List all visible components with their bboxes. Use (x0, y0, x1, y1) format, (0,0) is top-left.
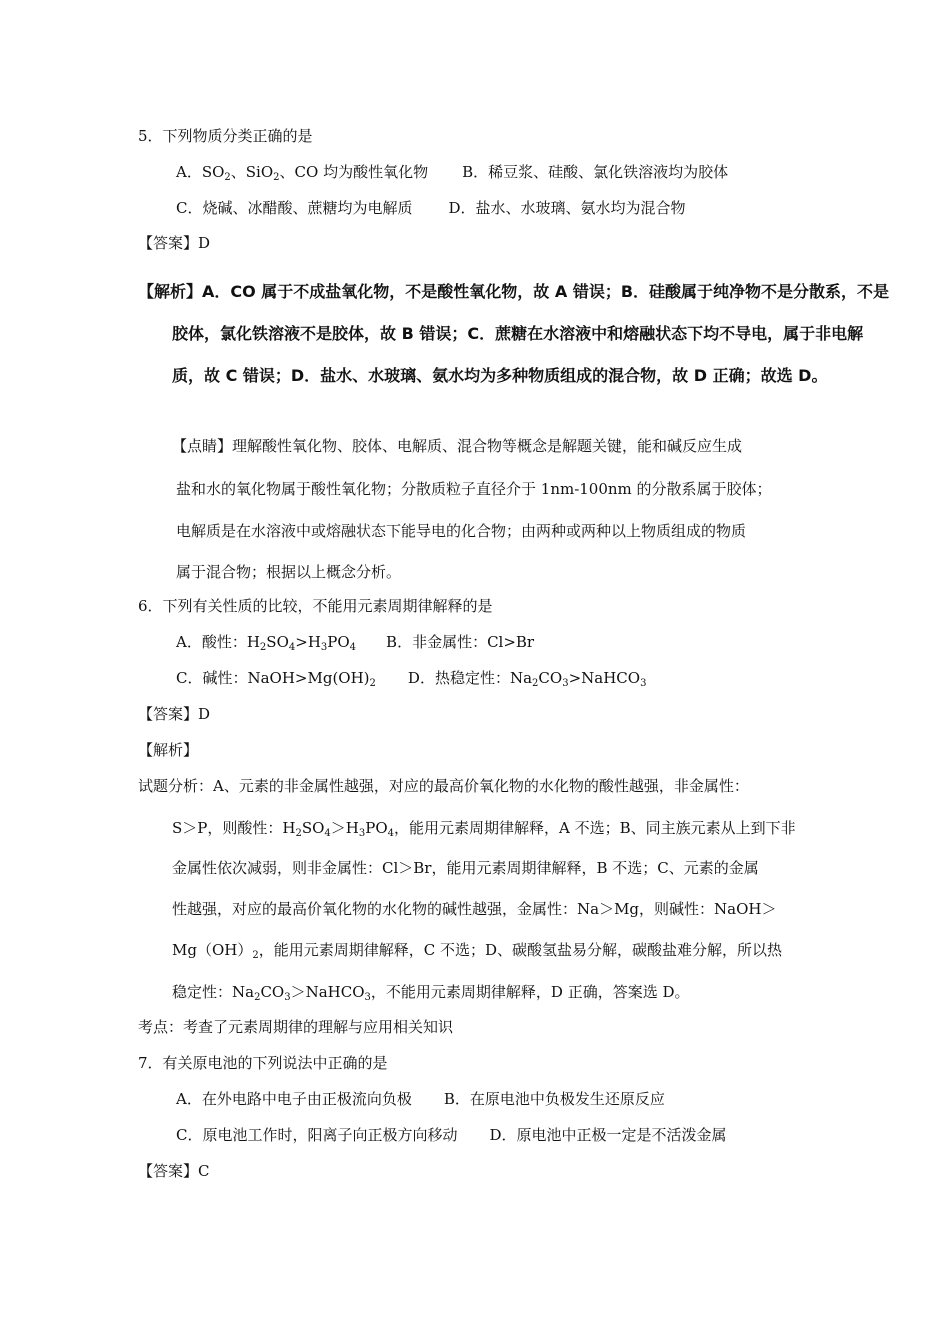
q5-tip-line-4: 属于混合物；根据以上概念分析。 (176, 563, 402, 581)
q5-stem: 5．下列物质分类正确的是 (138, 127, 313, 145)
q5-tip-line-3: 电解质是在水溶液中或熔融状态下能导电的化合物；由两种或两种以上物质组成的物质 (176, 522, 747, 540)
q6-analysis-line-3: 金属性依次减弱，则非金属性：Cl＞Br，能用元素周期律解释，B 不选；C、元素的金属 (172, 859, 759, 877)
q7-option-b: B．在原电池中负极发生还原反应 (443, 1090, 665, 1108)
q6-answer: 【答案】D (138, 705, 211, 723)
q5-analysis-line-1: 【解析】A．CO 属于不成盐氧化物，不是酸性氧化物，故 A 错误；B．硅酸属于纯净物不是分散系，不是 (138, 282, 890, 301)
q6-option-c: C．碱性：$NaOH>Mg(OH)_2$ (176, 669, 376, 689)
q6-kaodian: 考点：考查了元素周期律的理解与应用相关知识 (138, 1018, 454, 1036)
q5-option-b: B．稀豆浆、硅酸、氯化铁溶液均为胶体 (462, 163, 729, 181)
q6-analysis-line-1: 试题分析：A、元素的非金属性越强，对应的最高价氧化物的水化物的酸性越强，非金属性： (138, 777, 749, 795)
q7-answer: 【答案】C (138, 1162, 210, 1180)
q5-options-cd (176, 198, 686, 218)
q5-option-c: C．烧碱、冰醋酸、蔗糖均为电解质 (176, 199, 413, 217)
q5-option-a: A．$SO_2$、SiO$_2$、CO 均为酸性氧化物 (176, 163, 429, 183)
q5-analysis-line-3: 质，故 C 错误；D．盐水、水玻璃、氨水均为多种物质组成的混合物，故 D 正确；故选 D。 (172, 366, 828, 385)
q6-stem: 6．下列有关性质的比较，不能用元素周期律解释的是 (138, 597, 493, 615)
q6-option-d: D．热稳定性：$Na_2CO_3>NaHCO_3$ (407, 669, 647, 689)
q5-tip-line-1: 【点睛】理解酸性氧化物、胶体、电解质、混合物等概念是解题关键，能和碱反应生成 (172, 437, 743, 455)
q6-options-cd (176, 668, 646, 688)
q5-answer: 【答案】D (138, 234, 211, 252)
q6-analysis-line-2: S＞P，则酸性：$H_2SO_4>H_3PO_4$，能用元素周期律解释，A 不选；B、同主族元素从上到下非 (172, 819, 796, 839)
q7-option-a: A．在外电路中电子由正极流向负极 (176, 1090, 412, 1108)
q7-option-c: C．原电池工作时，阳离子向正极方向移动 (176, 1126, 458, 1144)
q7-options-cd (176, 1125, 727, 1145)
q6-analysis-label: 【解析】 (138, 741, 199, 759)
q6-analysis-line-5: $Mg(OH)_2$，能用元素周期律解释，C 不选；D、碳酸氢盐易分解，碳酸盐难分解，所以热 (172, 941, 782, 961)
q7-option-d: D．原电池中正极一定是不活泼金属 (489, 1126, 727, 1144)
q6-analysis-line-6: 稳定性：$Na_2CO_3>NaHCO_3$，不能用元素周期律解释，D 正确，答案选 D。 (172, 983, 690, 1003)
q6-option-a: A．酸性：$H_2SO_4>H_3PO_4$ (176, 633, 357, 653)
q7-stem: 7．有关原电池的下列说法中正确的是 (138, 1054, 388, 1072)
q5-options-ab (176, 162, 728, 182)
q6-option-b: B．非金属性：Cl>Br (386, 633, 535, 651)
q7-options-ab (176, 1089, 665, 1109)
q6-options-ab (176, 632, 534, 652)
q5-analysis-line-2: 胶体，氯化铁溶液不是胶体，故 B 错误；C．蔗糖在水溶液中和熔融状态下均不导电，属于非电解 (172, 324, 864, 343)
q6-analysis-line-4: 性越强，对应的最高价氧化物的水化物的碱性越强，金属性：Na＞Mg，则碱性：NaOH＞ (172, 900, 777, 918)
q5-option-d: D．盐水、水玻璃、氨水均为混合物 (448, 199, 686, 217)
q5-tip-line-2: 盐和水的氧化物属于酸性氧化物；分散质粒子直径介于 1nm-100nm 的分散系属于胶体； (176, 480, 772, 498)
